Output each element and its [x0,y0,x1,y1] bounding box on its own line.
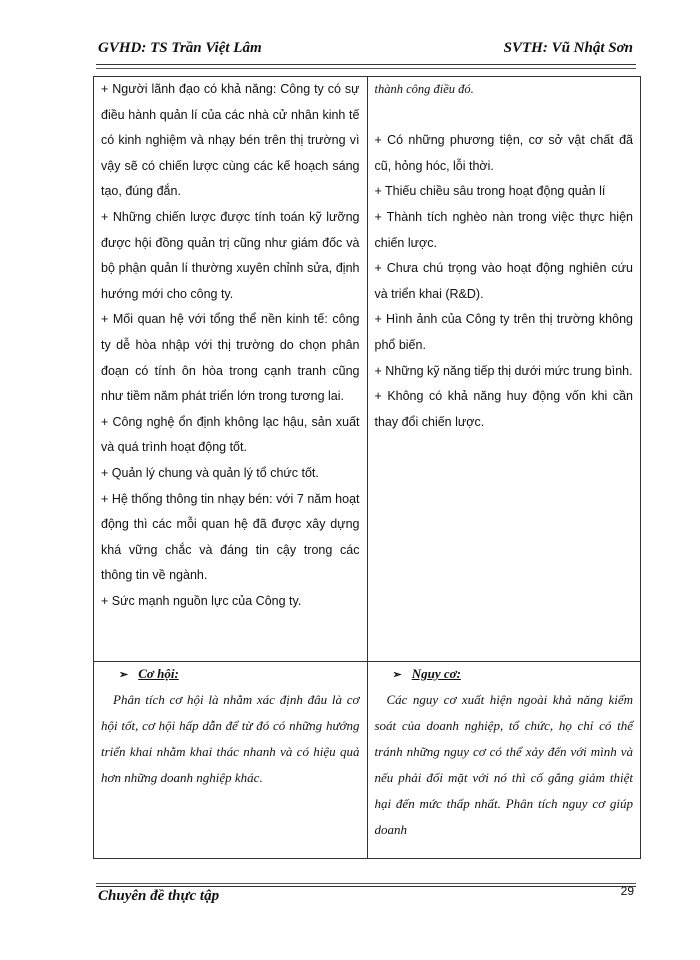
header-student: SVTH: Vũ Nhật Sơn [503,40,633,56]
threats-heading [375,662,634,687]
weakness-item: + Thiếu chiều sâu trong hoạt động quản lí [374,184,606,199]
strength-item: + Mối quan hệ với tổng thể nền kinh tế: công ty dễ hòa nhập với thị trường do chọn phân đoạn có tính ôn hòa trong cạnh tranh cũng như tiềm năm phát triển lớn trong tương lai. [101,312,360,404]
weakness-item: + Chưa chú trọng vào hoạt động nghiên cứu và triển khai (R&D). [374,261,633,301]
page-number: 29 [620,884,634,898]
strength-item: + Công nghệ ổn định không lạc hậu, sản xuất và quá trình hoạt động tốt. [101,414,360,455]
weakness-continuation: thành công điều đó. [374,82,474,96]
weakness-item: + Thành tích nghèo nàn trong việc thực hiện chiến lược. [374,209,633,250]
threats-cell [367,662,641,859]
header-advisor: GVHD: TS Trần Việt Lâm [98,40,262,56]
weakness-item: + Không có khả năng huy động vốn khi cần thay đổi chiến lược. [374,389,633,429]
footer-rule-secondary [96,886,636,887]
strength-item: + Người lãnh đạo có khả năng: Công ty có sự điều hành quản lí của các nhà cử nhân kinh tế có kinh nghiệm và nhạy bén trên thị trường vì vậy sẽ có chiến lược cùng các kế hoạch sáng tạo, đúng đắn. [101,82,360,199]
page-header [98,40,633,62]
strength-item: + Sức mạnh nguồn lực của Công ty. [101,593,302,608]
opportunities-text: Phân tích cơ hội là nhằm xác định đâu là cơ hội tốt, cơ hội hấp dẫn để từ đó có những hướng triển khai nhằm khai thác nhanh và có hiệu quả hơn những doanh nghiệp khác. [101,692,360,785]
strengths-cell [94,77,368,662]
opportunities-heading [101,662,360,687]
strength-item: + Những chiến lược được tính toán kỹ lưỡng được hội đồng quản trị cũng như giám đốc và bộ phận quản lí thường xuyên chỉnh sửa, định hướng mới cho công ty. [101,209,360,301]
swot-table [93,76,641,859]
strength-item: + Quản lý chung và quản lý tổ chức tốt. [101,465,319,480]
weakness-item: + Có những phương tiện, cơ sở vật chất đã cũ, hỏng hóc, lỗi thời. [374,133,633,173]
weakness-item: + Những kỹ năng tiếp thị dưới mức trung bình. [374,363,633,378]
opportunities-heading-text: Cơ hội: [138,666,179,681]
opportunities-cell [94,662,368,859]
bullet-arrow-icon: ➢ [119,669,129,681]
footer-rule [96,883,636,884]
threats-text: Các nguy cơ xuất hiện ngoài khả năng kiểm soát của doanh nghiệp, tổ chức, họ chỉ có thể tránh những nguy cơ có thể xảy đến với mình và nếu phải đối mặt với nó thì cố gắng giảm thiệt hại đến mức thấp nhất. Phân tích nguy cơ giúp doanh [374,692,633,837]
header-rule-secondary [96,68,636,69]
weaknesses-cell [367,77,641,662]
header-rule [96,64,636,65]
bullet-arrow-icon: ➢ [392,669,402,681]
strength-item: + Hệ thống thông tin nhạy bén: với 7 năm hoạt động thì các mỗi quan hệ đã được xây dựng khá vững chắc và đáng tin cậy trong các thông tin về ngành. [101,491,360,583]
weakness-spacer [375,103,634,129]
table-row-opportunities-threats [94,662,641,859]
table-row-strengths-weaknesses [94,77,641,662]
footer-title: Chuyên đề thực tập [98,888,220,904]
threats-heading-text: Nguy cơ: [411,666,461,681]
weakness-item: + Hình ảnh của Công ty trên thị trường không phổ biến. [374,312,633,352]
